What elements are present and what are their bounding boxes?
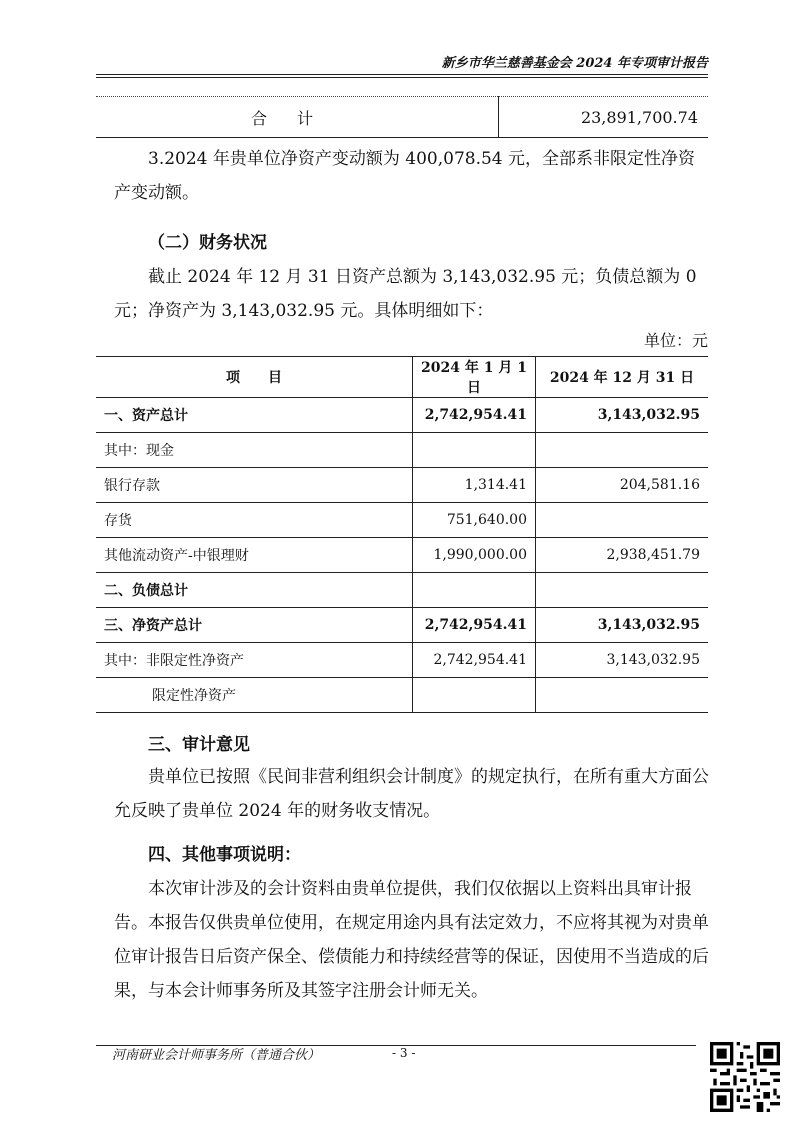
row-end-value bbox=[536, 503, 709, 538]
row-end-value bbox=[536, 678, 709, 713]
table-row bbox=[96, 678, 708, 713]
row-start-value: 751,640.00 bbox=[413, 503, 536, 538]
row-label: 二、负债总计 bbox=[96, 573, 413, 608]
section-opinion-heading: 三、审计意见 bbox=[148, 735, 250, 755]
row-label: 三、净资产总计 bbox=[96, 608, 413, 643]
row-end-value bbox=[536, 433, 709, 468]
report-header-title: 新乡市华兰慈善基金会 2024 年专项审计报告 bbox=[441, 56, 708, 71]
row-end-value: 3,143,032.95 bbox=[536, 608, 709, 643]
row-end-value: 204,581.16 bbox=[536, 468, 709, 503]
table-row bbox=[96, 503, 708, 538]
footer-firm-name: 河南研业会计师事务所（普通合伙） bbox=[112, 1048, 321, 1063]
row-label: 限定性净资产 bbox=[96, 678, 413, 713]
row-start-value: 1,314.41 bbox=[413, 468, 536, 503]
row-start-value: 2,742,954.41 bbox=[413, 643, 536, 678]
row-end-value: 3,143,032.95 bbox=[536, 398, 709, 433]
total-label: 合计 bbox=[96, 97, 499, 138]
row-label: 一、资产总计 bbox=[96, 398, 413, 433]
net-asset-change-paragraph: 3.2024 年贵单位净资产变动额为 400,078.54 元，全部系非限定性净资产变动额。 bbox=[114, 149, 696, 203]
row-label: 其中：现金 bbox=[96, 433, 413, 468]
row-start-value: 1,990,000.00 bbox=[413, 538, 536, 573]
row-end-value: 3,143,032.95 bbox=[536, 643, 709, 678]
unit-label: 单位：元 bbox=[643, 331, 708, 350]
table-row bbox=[96, 538, 708, 573]
page-number: - 3 - bbox=[392, 1046, 416, 1060]
header-start-date: 2024 年 1 月 1 日 bbox=[413, 357, 536, 398]
table-row bbox=[96, 608, 708, 643]
section-other-heading: 四、其他事项说明： bbox=[148, 845, 301, 865]
section-financial-heading: （二）财务状况 bbox=[148, 233, 267, 253]
row-start-value bbox=[413, 433, 536, 468]
table-row bbox=[96, 643, 708, 678]
other-matters-paragraph: 本次审计涉及的会计资料由贵单位提供，我们仅依据以上资料出具审计报告。本报告仅供贵单位使用，在规定用途内具有法定效力，不应将其视为对贵单位审计报告日后资产保全、偿债能力和持续经营等的保证，因使用不当造成的后果，与本会计师事务所及其签字注册会计师无关。 bbox=[114, 879, 709, 1001]
header-rule bbox=[96, 74, 708, 75]
table-row bbox=[96, 398, 708, 433]
row-end-value: 2,938,451.79 bbox=[536, 538, 709, 573]
row-label: 其他流动资产-中银理财 bbox=[96, 538, 413, 573]
total-table bbox=[96, 96, 708, 138]
table-row bbox=[96, 468, 708, 503]
financial-table bbox=[96, 356, 708, 713]
row-start-value bbox=[413, 573, 536, 608]
row-label: 存货 bbox=[96, 503, 413, 538]
header-end-date: 2024 年 12 月 31 日 bbox=[536, 357, 709, 398]
audit-opinion-paragraph: 贵单位已按照《民间非营利组织会计制度》的规定执行，在所有重大方面公允反映了贵单位 2024 年的财务收支情况。 bbox=[114, 767, 709, 821]
total-value: 23,891,700.74 bbox=[499, 97, 709, 138]
row-start-value bbox=[413, 678, 536, 713]
financial-summary-paragraph: 截止 2024 年 12 月 31 日资产总额为 3,143,032.95 元；负债总额为 0 元；净资产为 3,143,032.95 元。具体明细如下： bbox=[114, 267, 697, 321]
total-row bbox=[96, 97, 708, 138]
row-label: 银行存款 bbox=[96, 468, 413, 503]
qr-code-icon bbox=[710, 1042, 780, 1112]
table-row bbox=[96, 573, 708, 608]
row-end-value bbox=[536, 573, 709, 608]
table-row bbox=[96, 433, 708, 468]
header-rule-2 bbox=[96, 77, 708, 78]
row-start-value: 2,742,954.41 bbox=[413, 398, 536, 433]
header-item: 项 目 bbox=[96, 357, 413, 398]
table-header-row bbox=[96, 357, 708, 398]
row-start-value: 2,742,954.41 bbox=[413, 608, 536, 643]
row-label: 其中：非限定性净资产 bbox=[96, 643, 413, 678]
